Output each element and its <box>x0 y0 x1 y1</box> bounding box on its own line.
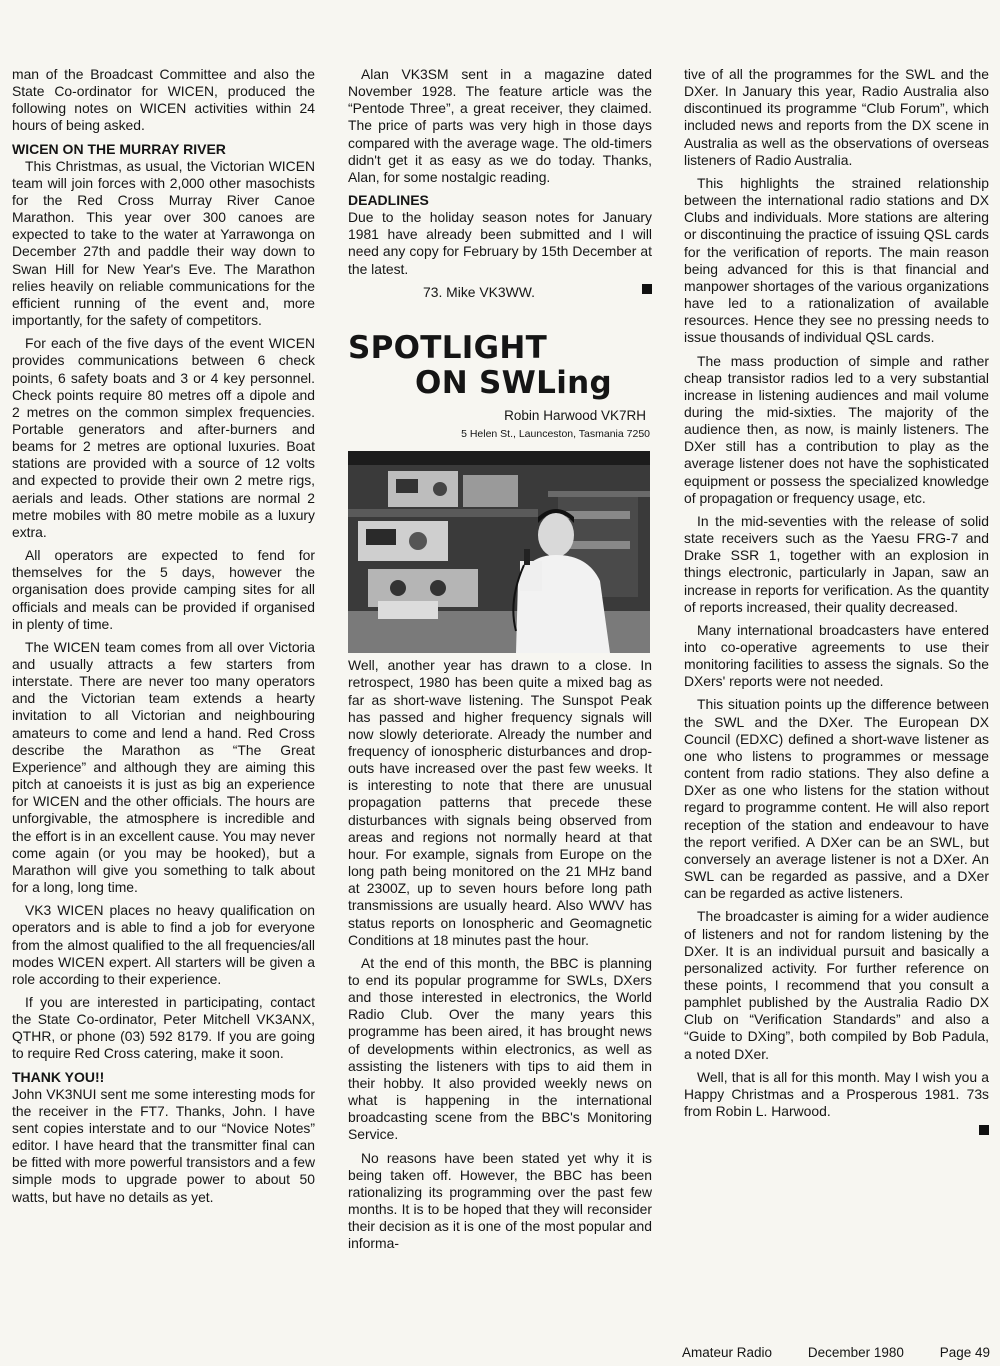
column-right <box>684 66 989 1139</box>
paragraph: Alan VK3SM sent in a magazine dated November 1928. The feature article was the “Pentode Three”, a great receiver, they claimed. The price of parts was very high in those days compared with the average wage. The old-timers didn't get it as easy as we do today. Thanks, Alan, for some nostalgic reading. <box>348 66 652 185</box>
paragraph: This Christmas, as usual, the Victorian WICEN team will join forces with 2,000 other masochists for the Red Cross Murray River Canoe Marathon. This year over 300 canoes are expected to take to the water at Yarrawonga on December 27th and paddle their way down to Swan Hill for New Year's Eve. The Marathon relies heavily on reliable communications for the efficient running of the event and, more importantly, for the safety of competitors. <box>12 157 315 329</box>
paragraph: Due to the holiday season notes for January 1981 have already been submitted and I will need any copy for February by 15th December at the latest. <box>348 209 652 277</box>
page-footer <box>682 1345 990 1360</box>
column-title <box>348 331 652 401</box>
paragraph: Well, that is all for this month. May I wish you a Happy Christmas and a Prosperous 1981. 73s from Robin L. Harwood. <box>684 1068 989 1120</box>
author-photo <box>348 451 650 653</box>
paragraph: Well, another year has drawn to a close. In retrospect, 1980 has been quite a mixed bag as far as short-wave listening. The Sunspot Peak has passed and higher frequency signals will now slowly deteriorate. Already the number and frequency of ionospheric disturbances and drop-outs have increased over the past few weeks. It is interesting to note that there are unusual propagation patterns that precede these disturbances with signals being observed from areas and regions not normally heard at that hour. For example, signals from Europe on the long path being monitored on the 21 MHz band at 2300Z, up to seven hours before long path transmissions are usually heard. Also WWV has status reports on Ionospheric and Geomagnetic Conditions at 18 minutes past the hour. <box>348 657 652 948</box>
signoff: 73. Mike VK3WW. <box>423 283 535 300</box>
paragraph: At the end of this month, the BBC is planning to end its popular programme for SWLs, DXers and those interested in electronics, the World Radio Club. Over the many years this programme has been aired, it has brought news of developments within electronics, as well as assisting the listeners with tips to aid them in their hobby. It also provided weekly news on what is happening in the international broadcasting scene from the BBC's Monitoring Service. <box>348 954 652 1143</box>
paragraph: In the mid-seventies with the release of solid state receivers such as the Yaesu FRG-7 and Drake SSR 1, together with an explosion in things electronic, particularly in Japan, saw an increase in reports for verification. As the quantity of reports increased, their quality decreased. <box>684 512 989 615</box>
author-byline: Robin Harwood VK7RH <box>504 407 646 423</box>
paragraph: If you are interested in participating, contact the State Co-ordinator, Peter Mitchell VK3ANX, QTHR, or phone (03) 592 8179. If you are going to require Red Cross catering, make it soon. <box>12 993 315 1062</box>
column-title-line-2: ON SWLing <box>415 364 612 401</box>
section-heading-murray: WICEN ON THE MURRAY RIVER <box>12 140 226 157</box>
paragraph: Many international broadcasters have entered into co-operative agreements to use their monitoring facilities to assess the signals. So the DXers' reports were not needed. <box>684 621 989 690</box>
radio-shack-photo-illustration <box>348 451 650 653</box>
paragraph: VK3 WICEN places no heavy qualification on operators and is able to find a job for everyone from the almost qualified to the all frequencies/all modes WICEN expert. All starters will be given a role according to their experience. <box>12 902 315 987</box>
paragraph: The mass production of simple and rather cheap transistor radios led to a very substantial increase in listening audiences and mail volume during the mid-sixties. The majority of the audience then, as now, is mainly listeners. The DXer still has a contribution to play as the average listener does not have the sophisticated equipment or possess the specialized knowledge of propagation or frequency usage, etc. <box>684 352 989 506</box>
paragraph: This situation points up the difference between the SWL and the DXer. The European DX Council (EDXC) defined a short-wave listener as one who listens to programmes or message content from radio stations. They also define a DXer as one who listens for the station without regard to programme content. He will also report reception of the station and endeavour to have the report verified. A DXer can be an SWL, but conversely an average listener is not a DXer. An SWL can be regarded as passive, and a DXer can be regarded as active listeners. <box>684 696 989 902</box>
signoff-line <box>348 284 652 301</box>
paragraph: No reasons have been stated yet why it is being taken off. However, the BBC has been rationalizing its programming over the past few months. It is to be hoped that they will reconsider their decision as it is one of the most popular and informa- <box>348 1149 652 1252</box>
paragraph: All operators are expected to fend for themselves for the 5 days, however the organisation does provide camping sites for all officials and meals can be provided if organised in plenty of time. <box>12 547 315 632</box>
section-heading-deadlines: DEADLINES <box>348 192 429 209</box>
column-middle <box>348 66 652 1259</box>
column-title-line-1: SPOTLIGHT <box>348 329 548 366</box>
magazine-name: Amateur Radio <box>682 1345 773 1360</box>
end-mark-icon <box>642 284 652 294</box>
section-heading-thanks: THANK YOU!! <box>12 1068 105 1085</box>
paragraph: For each of the five days of the event WICEN provides communications between 6 check points, 6 safety boats and 3 or 4 key personnel. Check points require 80 metres off a dipole and 2 metres on the common simplex frequencies. Portable generators and after-burners and beams for 2 metres are optional luxuries. Boat stations are provided with a source of 12 volts and expected to provide their own 2 metre rigs, aerials and leads. Other stations are normal 2 metre mobiles with 80 metre mobile as a luxury extra. <box>12 335 315 540</box>
column-left <box>12 66 315 1212</box>
paragraph: John VK3NUI sent me some interesting mods for the receiver in the FT7. Thanks, John. I have sent copies interstate and to our “Novice Notes” editor. I have heard that the transmitter final can be fitted with more powerful transistors and a few simple mods to upgrade power to about 50 watts, but have no details as yet. <box>12 1085 315 1205</box>
page-number: Page 49 <box>939 1345 990 1360</box>
issue-date: December 1980 <box>807 1345 904 1360</box>
end-mark-row <box>684 1122 989 1139</box>
author-address: 5 Helen St., Launceston, Tasmania 7250 <box>461 428 650 441</box>
paragraph: This highlights the strained relationship between the international radio stations and DX Clubs and individuals. More stations are altering or discontinuing the practice of issuing QSL cards for the verification of reports. The main reason being advanced for this is that financial and manpower shortages of the various organizations have led to a rationalization of available resources. Hence they see no pressing needs to issue thousands of individual QSL cards. <box>684 174 989 346</box>
end-mark-icon <box>979 1125 989 1135</box>
intro-paragraph: man of the Broadcast Committee and also the State Co-ordinator for WICEN, produced the following notes on WICEN activities within 24 hours of being asked. <box>12 66 315 134</box>
paragraph: The WICEN team comes from all over Victoria and usually attracts a few starters from interstate. There are never too many operators and the Victorian team extends a hearty invitation to all Victorian and neighbouring amateurs to come and lend a hand. Red Cross describe the Marathon as “The Great Experience” and although they are aiming this pitch at canoeists it is just as big an experience for WICEN and the other officials. The hours are unforgivable, the atmosphere is incredible and the effort is in an excellent cause. You may never come again (or you may be hooked), but a Marathon will give you something to talk about for a long, long time. <box>12 638 315 896</box>
paragraph: The broadcaster is aiming for a wider audience of listeners and not for random listening by the DXer. It is an individual pursuit and basically a personalized activity. For further reference on these points, I recommend that you consult a pamphlet published by the Australia Radio DX Club on “Verification Standards” and also a “Guide to DXing”, both compiled by Bob Padula, a noted DXer. <box>684 908 989 1062</box>
paragraph: tive of all the programmes for the SWL and the DXer. In January this year, Radio Australia also discontinued its programme “Club Forum”, which included news and reports from the DX scene in Australia as well as the observations of overseas listeners of Radio Australia. <box>684 66 989 168</box>
